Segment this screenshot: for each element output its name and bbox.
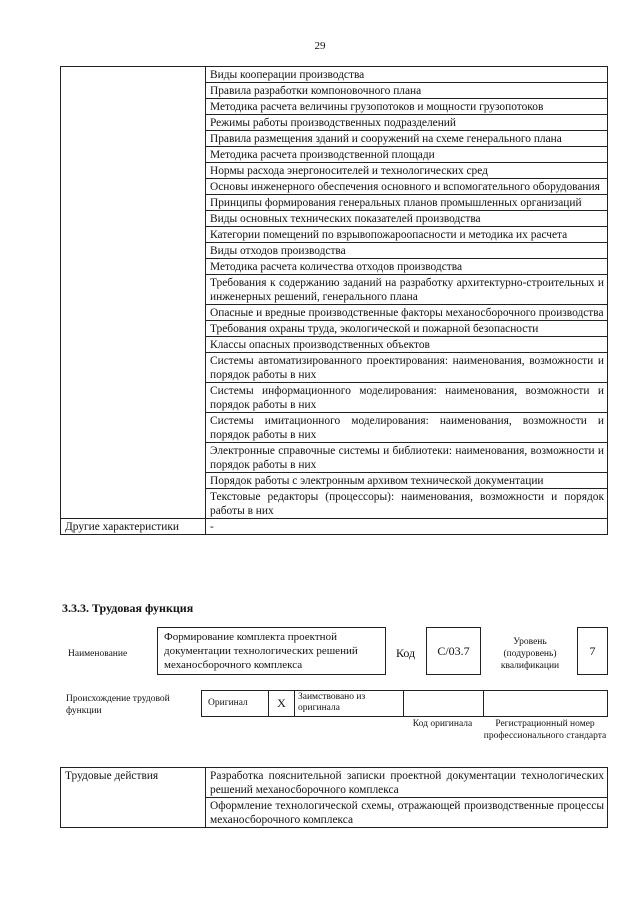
function-name-label: Наименование (68, 649, 128, 659)
knowledge-item: Виды кооперации производства (206, 67, 608, 83)
knowledge-item: Системы информационного моделирования: наименования, возможности и порядок работы в них (206, 383, 608, 413)
origin-borrowed: Заимствовано из оригинала (294, 691, 404, 716)
knowledge-item: Системы имитационного моделирования: наименования, возможности и порядок работы в них (206, 413, 608, 443)
knowledge-table (60, 66, 608, 535)
page-number: 29 (314, 40, 326, 52)
knowledge-item: Основы инженерного обеспечения основного и вспомогательного оборудования (206, 179, 608, 195)
knowledge-label-cell (61, 67, 206, 519)
knowledge-item: Системы автоматизированного проектирования: наименования, возможности и порядок работы в них (206, 353, 608, 383)
knowledge-item: Текстовые редакторы (процессоры): наименования, возможности и порядок работы в них (206, 489, 608, 519)
knowledge-item: Принципы формирования генеральных планов промышленных организаций (206, 195, 608, 211)
knowledge-item: Методика расчета количества отходов производства (206, 259, 608, 275)
knowledge-item: Правила разработки компоновочного плана (206, 83, 608, 99)
knowledge-item: Требования охраны труда, экологической и пожарной безопасности (206, 321, 608, 337)
qualification-level-label: Уровень (подуровень) квалификации (500, 637, 560, 671)
origin-label: Происхождение трудовой функции (66, 694, 170, 716)
knowledge-item: Опасные и вредные производственные факторы механосборочного производства (206, 305, 608, 321)
knowledge-item: Виды отходов производства (206, 243, 608, 259)
knowledge-item: Режимы работы производственных подразделений (206, 115, 608, 131)
knowledge-item: Классы опасных производственных объектов (206, 337, 608, 353)
origin-original: Оригинал (202, 691, 269, 716)
function-code-label: Код (396, 646, 416, 660)
section-title: 3.3.3. Трудовая функция (62, 601, 194, 615)
labor-action-item: Оформление технологической схемы, отражающей производственные процессы механосборочного комплекса (206, 798, 608, 828)
knowledge-item: Виды основных технических показателей производства (206, 211, 608, 227)
knowledge-item: Методика расчета величины грузопотоков и мощности грузопотоков (206, 99, 608, 115)
labor-actions-label: Трудовые действия (61, 768, 206, 828)
other-characteristics-value: - (206, 519, 608, 535)
function-name-value: Формирование комплекта проектной документации технологических решений механосборочного комплекса (157, 627, 386, 675)
function-code-value: С/03.7 (426, 627, 481, 675)
knowledge-item: Правила размещения зданий и сооружений на схеме генерального плана (206, 131, 608, 147)
labor-action-item: Разработка пояснительной записки проектной документации технологических решений механосборочного комплекса (206, 768, 608, 798)
origin-code-cell (404, 691, 484, 716)
reg-number-caption: Регистрационный номер профессионального стандарта (483, 719, 607, 741)
labor-actions-table (60, 767, 608, 828)
origin-row (201, 690, 608, 717)
knowledge-item: Категории помещений по взрывопожароопасности и методика их расчета (206, 227, 608, 243)
knowledge-item: Электронные справочные системы и библиотеки: наименования, возможности и порядок работы в них (206, 443, 608, 473)
knowledge-item: Порядок работы с электронным архивом технической документации (206, 473, 608, 489)
origin-mark: X (269, 691, 295, 716)
table-row (61, 519, 608, 535)
knowledge-item: Методика расчета производственной площади (206, 147, 608, 163)
table-row (61, 768, 608, 798)
knowledge-item: Нормы расхода энергоносителей и технологических сред (206, 163, 608, 179)
other-characteristics-label: Другие характеристики (61, 519, 206, 535)
code-original-caption: Код оригинала (412, 719, 473, 729)
qualification-level-value: 7 (577, 627, 608, 675)
knowledge-item: Требования к содержанию заданий на разработку архитектурно-строительных и инженерных решений, генерального плана (206, 275, 608, 305)
table-row (61, 67, 608, 83)
